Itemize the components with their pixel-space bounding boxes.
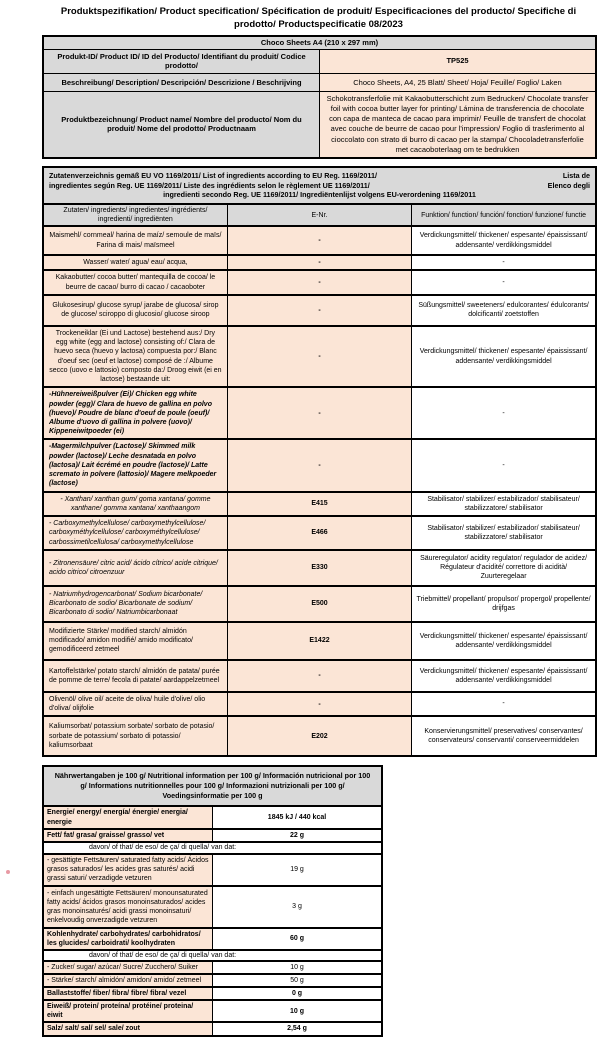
ingredients-section-header [43,167,596,204]
ingredient-enumber: - [227,295,411,326]
nutrition-subheader-row [43,950,382,961]
ingredient-function: Säureregulator/ acidity regulator/ regulador de acidez/ Régulateur d'acidité/ correttore di acidità/ Zuurteregelaar [412,550,596,586]
table-row [43,74,596,92]
ingredient-enumber: - [227,692,411,716]
ingredient-enumber: E1422 [227,622,411,660]
description-label: Beschreibung/ Description/ Descripción/ Descrizione / Beschrijving [43,74,320,92]
section-header-text: ingredienti secondo Reg. UE 1169/2011/ Ingrediëntenlijst volgens EU-verordening 1169/2011 [163,190,476,200]
ingredient-enumber: E202 [227,716,411,756]
ingredient-row [43,270,596,294]
ingredient-name: -Hühnereiweißpulver (Ei)/ Chicken egg white powder (egg)/ Clara de huevo de gallina en polvo (huevo)/ Poudre de blanc d'oeuf de poule (oeuf)/ Albume d'uovo di gallina in polvere (uovo)/ Kippeneiwitpoeder (ei) [43,387,227,439]
nutrition-row [43,886,382,928]
nutrition-section-header: Nährwertangaben je 100 g/ Nutritional information per 100 g/ Información nutricional por 100 g/ Informations nutritionnelles pour 100 g/ Informazioni nutrizionali per 100 g/ Voedingsinformatie per 100 g [43,766,382,806]
ingredient-function: Verdickungsmittel/ thickener/ espesante/ épaississant/ addensante/ verdikkingsmiddel [412,660,596,692]
ingredient-function: - [412,387,596,439]
table-row [43,49,596,74]
ingredient-row [43,516,596,550]
nutrient-value: 50 g [213,974,383,987]
ingredient-function: Verdickungsmittel/ thickener/ espesante/ épaississant/ addensante/ verdikkingsmiddel [412,226,596,255]
ingredient-name: - Xanthan/ xanthan gum/ goma xantana/ gomme xanthane/ gomma xantana/ xanthaangom [43,492,227,516]
ingredient-name: Glukosesirup/ glucose syrup/ jarabe de glucosa/ sirop de glucose/ sciroppo di glucosio/ glucose siroop [43,295,227,326]
ingredient-row [43,387,596,439]
stray-mark [6,870,10,874]
davon-label: davon/ of that/ de eso/ de ça/ di quella/ van dat: [43,842,382,854]
nutrient-label: Eiweiß/ protein/ proteína/ protéine/ proteina/ eiwit [43,1000,213,1022]
product-id-label: Produkt-ID/ Product ID/ ID del Producto/ Identifiant du produit/ Codice prodotto/ [43,49,320,74]
ingredient-enumber: - [227,270,411,294]
ingredient-row [43,660,596,692]
ingredient-enumber: - [227,387,411,439]
product-table-header: Choco Sheets A4 (210 x 297 mm) [43,36,596,49]
ingredient-enumber: - [227,439,411,491]
ingredient-row [43,295,596,326]
nutrient-value: 1845 kJ / 440 kcal [213,806,383,828]
description-value: Choco Sheets, A4, 25 Blatt/ Sheet/ Hoja/ Feuille/ Foglio/ Laken [320,74,597,92]
ingredient-enumber: - [227,255,411,270]
nutrient-value: 3 g [213,886,383,928]
nutrient-value: 0 g [213,987,383,1000]
ingredient-name: -Magermilchpulver (Lactose)/ Skimmed milk powder (lactose)/ Leche desnatada en polvo (lactosa)/ Lait écrémé en poudre (lactose)/ Latte scremato in polvere (lattosio)/ Magere melkpoeder (lactose) [43,439,227,491]
nutrient-label: Salz/ salt/ sal/ sel/ sale/ zout [43,1022,213,1035]
section-header-text: ingredientes según Reg. UE 1169/2011/ Liste des ingrédients selon le règlement UE 1169/2011/ [49,180,370,190]
nutrition-row [43,1022,382,1035]
nutrient-value: 22 g [213,829,383,842]
ingredient-enumber: - [227,226,411,255]
ingredient-row [43,550,596,586]
product-table-header-row [43,36,596,49]
ingredient-function: Stabilisator/ stabilizer/ estabilizador/ stabilisateur/ stabilizzatore/ stabilisator [412,492,596,516]
nutrient-label: Energie/ energy/ energía/ énergie/ energia/ energie [43,806,213,828]
ingredient-function: - [412,270,596,294]
davon-label: davon/ of that/ de eso/ de ça/ di quella/ van dat: [43,950,382,961]
ingredient-name: - Carboxymethylcellulose/ carboxymethylcellulose/ carboxyméthylcellulose/ carboxyméthylcellulose/ carbossimetilcellulosa/ carboxymethylcellulose [43,516,227,550]
nutrient-value: 10 g [213,961,383,974]
page-title: Produktspezifikation/ Product specification/ Spécification de produit/ Especificaciones del producto/ Specifiche di prodotto/ Productspecificatie 08/2023 [60,6,577,30]
nutrition-row [43,806,382,828]
nutrient-value: 2,54 g [213,1022,383,1035]
section-header-text: Elenco degli [547,180,590,190]
ingredient-name: Kartoffelstärke/ potato starch/ almidón de patata/ purée de pomme de terre/ fecola di patate/ aardappelzetmeel [43,660,227,692]
ingredient-function: - [412,692,596,716]
nutrition-row [43,854,382,886]
ingredient-row [43,326,596,387]
ingredient-row [43,255,596,270]
ingredient-name: Kakaobutter/ cocoa butter/ mantequilla de cocoa/ le beurre de cacao/ burro di cacao / cacaoboter [43,270,227,294]
nutrition-row [43,829,382,842]
ingredient-row [43,226,596,255]
ingredient-enumber: E466 [227,516,411,550]
nutrition-row [43,928,382,950]
ingredient-enumber: E500 [227,586,411,622]
ingredient-enumber: E415 [227,492,411,516]
ingredient-row [43,622,596,660]
ingredient-function: Konservierungsmittel/ preservatives/ conservantes/ conservateurs/ conservanti/ conserveermiddelen [412,716,596,756]
nutrient-value: 60 g [213,928,383,950]
ingredient-function: Verdickungsmittel/ thickener/ espesante/ épaississant/ addensante/ verdikkingsmiddel [412,622,596,660]
ingredient-row [43,492,596,516]
ingredient-enumber: - [227,660,411,692]
ingredient-function: Verdickungsmittel/ thickener/ espesante/ épaississant/ addensante/ verdikkingsmiddel [412,326,596,387]
ingredient-function: Triebmittel/ propellant/ propulsor/ propergol/ propellente/ drijfgas [412,586,596,622]
nutrient-value: 19 g [213,854,383,886]
nutrition-header-row [43,766,382,806]
column-header-function: Funktion/ function/ función/ fonction/ funzione/ functie [412,204,596,226]
nutrient-label: - Zucker/ sugar/ azúcar/ Sucre/ Zucchero/ Suiker [43,961,213,974]
nutrient-label: - gesättigte Fettsäuren/ saturated fatty acids/ Ácidos grasos saturados/ les acides gras saturés/ acidi grassi saturi/ verzadigde vetzuren [43,854,213,886]
ingredient-name: Olivenöl/ olive oil/ aceite de oliva/ huile d'olive/ olio d'oliva/ olijfolie [43,692,227,716]
ingredient-function: Süßungsmittel/ sweeteners/ edulcorantes/ édulcorants/ dolcificanti/ zoetstoffen [412,295,596,326]
ingredients-column-header-row [43,204,596,226]
document-page [0,6,602,1033]
ingredient-row [43,692,596,716]
nutrition-row [43,987,382,1000]
product-name-label: Produktbezeichnung/ Product name/ Nombre del producto/ Nom du produit/ Nome del prodotto/ Productnaam [43,92,320,158]
nutrient-value: 10 g [213,1000,383,1022]
nutrition-subheader-row [43,842,382,854]
ingredient-function: Stabilisator/ stabilizer/ estabilizador/ stabilisateur/ stabilizzatore/ stabilisator [412,516,596,550]
nutrient-label: Kohlenhydrate/ carbohydrates/ carbohidratos/ les glucides/ carboidrati/ koolhydraten [43,928,213,950]
nutrition-row [43,961,382,974]
ingredient-name: Wasser/ water/ agua/ eau/ acqua, [43,255,227,270]
ingredient-name: Kaliumsorbat/ potassium sorbate/ sorbato de potasio/ sorbate de potassium/ sorbato di potassio/ kaliumsorbaat [43,716,227,756]
ingredient-enumber: E330 [227,550,411,586]
section-header-line [49,171,590,181]
nutrient-label: - einfach ungesättigte Fettsäuren/ monounsaturated fatty acids/ ácidos grasos monoinsaturados/ acides gras monoinsaturés/ acidi grassi monoinsaturi/ enkelvoudig onverzadigde vetzuren [43,886,213,928]
nutrition-table [42,765,383,1036]
nutrition-row [43,1000,382,1022]
ingredient-name: - Zitronensäure/ citric acid/ ácido cítrico/ acide citrique/ acido citrico/ citroenzuur [43,550,227,586]
nutrient-label: Fett/ fat/ grasa/ graisse/ grasso/ vet [43,829,213,842]
section-header-line [49,181,590,191]
ingredients-section-header-row [43,167,596,204]
product-table [42,35,597,159]
ingredient-row [43,586,596,622]
ingredient-function: - [412,255,596,270]
section-header-text: Zutatenverzeichnis gemäß EU VO 1169/2011/ List of ingredients according to EU Reg. 1169/2011/ [49,170,377,180]
section-header-text: Lista de [562,170,590,180]
ingredient-name: - Natriumhydrogencarbonat/ Sodium bicarbonate/ Bicarbonato de sodio/ Bicarbonate de sodium/ Bicarbonato di sodio/ Natriumbicarbonaat [43,586,227,622]
column-header-ingredients: Zutaten/ ingredients/ ingredientes/ ingrédients/ ingredienti/ ingrediënten [43,204,227,226]
ingredient-name: Modifizierte Stärke/ modified starch/ almidón modificado/ amidon modifié/ amido modificato/ gemodificeerd zetmeel [43,622,227,660]
ingredients-table [42,166,597,757]
product-name-value: Schokotransferfolie mit Kakaobutterschicht zum Bedrucken/ Chocolate transfer foil with cocoa butter layer for printing/ Lámina de transferencia de chocolate con capa de manteca de cacao para imprimir/ Feuille de transfert de chocolat avec couche de beurre de cacao pour l'impression/ Foglio di trasferimento al cioccolato con strato di burro di cacao per la stampa/ Chocoladetransferfolie met cacaoboterlaag om te bedrukken [320,92,597,158]
product-id-value: TP525 [320,49,597,74]
nutrient-label: Ballaststoffe/ fiber/ fibra/ fibre/ fibra/ vezel [43,987,213,1000]
ingredient-name: Maismehl/ cornmeal/ harina de maíz/ semoule de maïs/ Farina di mais/ maïsmeel [43,226,227,255]
nutrition-row [43,974,382,987]
ingredient-row [43,439,596,491]
table-row [43,92,596,158]
nutrient-label: - Stärke/ starch/ almidón/ amidon/ amido/ zetmeel [43,974,213,987]
ingredient-name: Trockeneiklar (Ei und Lactose) bestehend aus:/ Dry egg white (egg and lactose) consisting of:/ Clara de huevo seca (huevo y lactosa) compuesta por:/ Blanc d'oeuf sec (oeuf et lactose) composé de :/ Albume secco (uovo e lattosio) composto da:/ Droog eiwit (ei en lactose) bestaande uit: [43,326,227,387]
ingredient-enumber: - [227,326,411,387]
ingredient-row [43,716,596,756]
column-header-enr: E-Nr. [227,204,411,226]
section-header-line [49,190,590,200]
ingredient-function: - [412,439,596,491]
